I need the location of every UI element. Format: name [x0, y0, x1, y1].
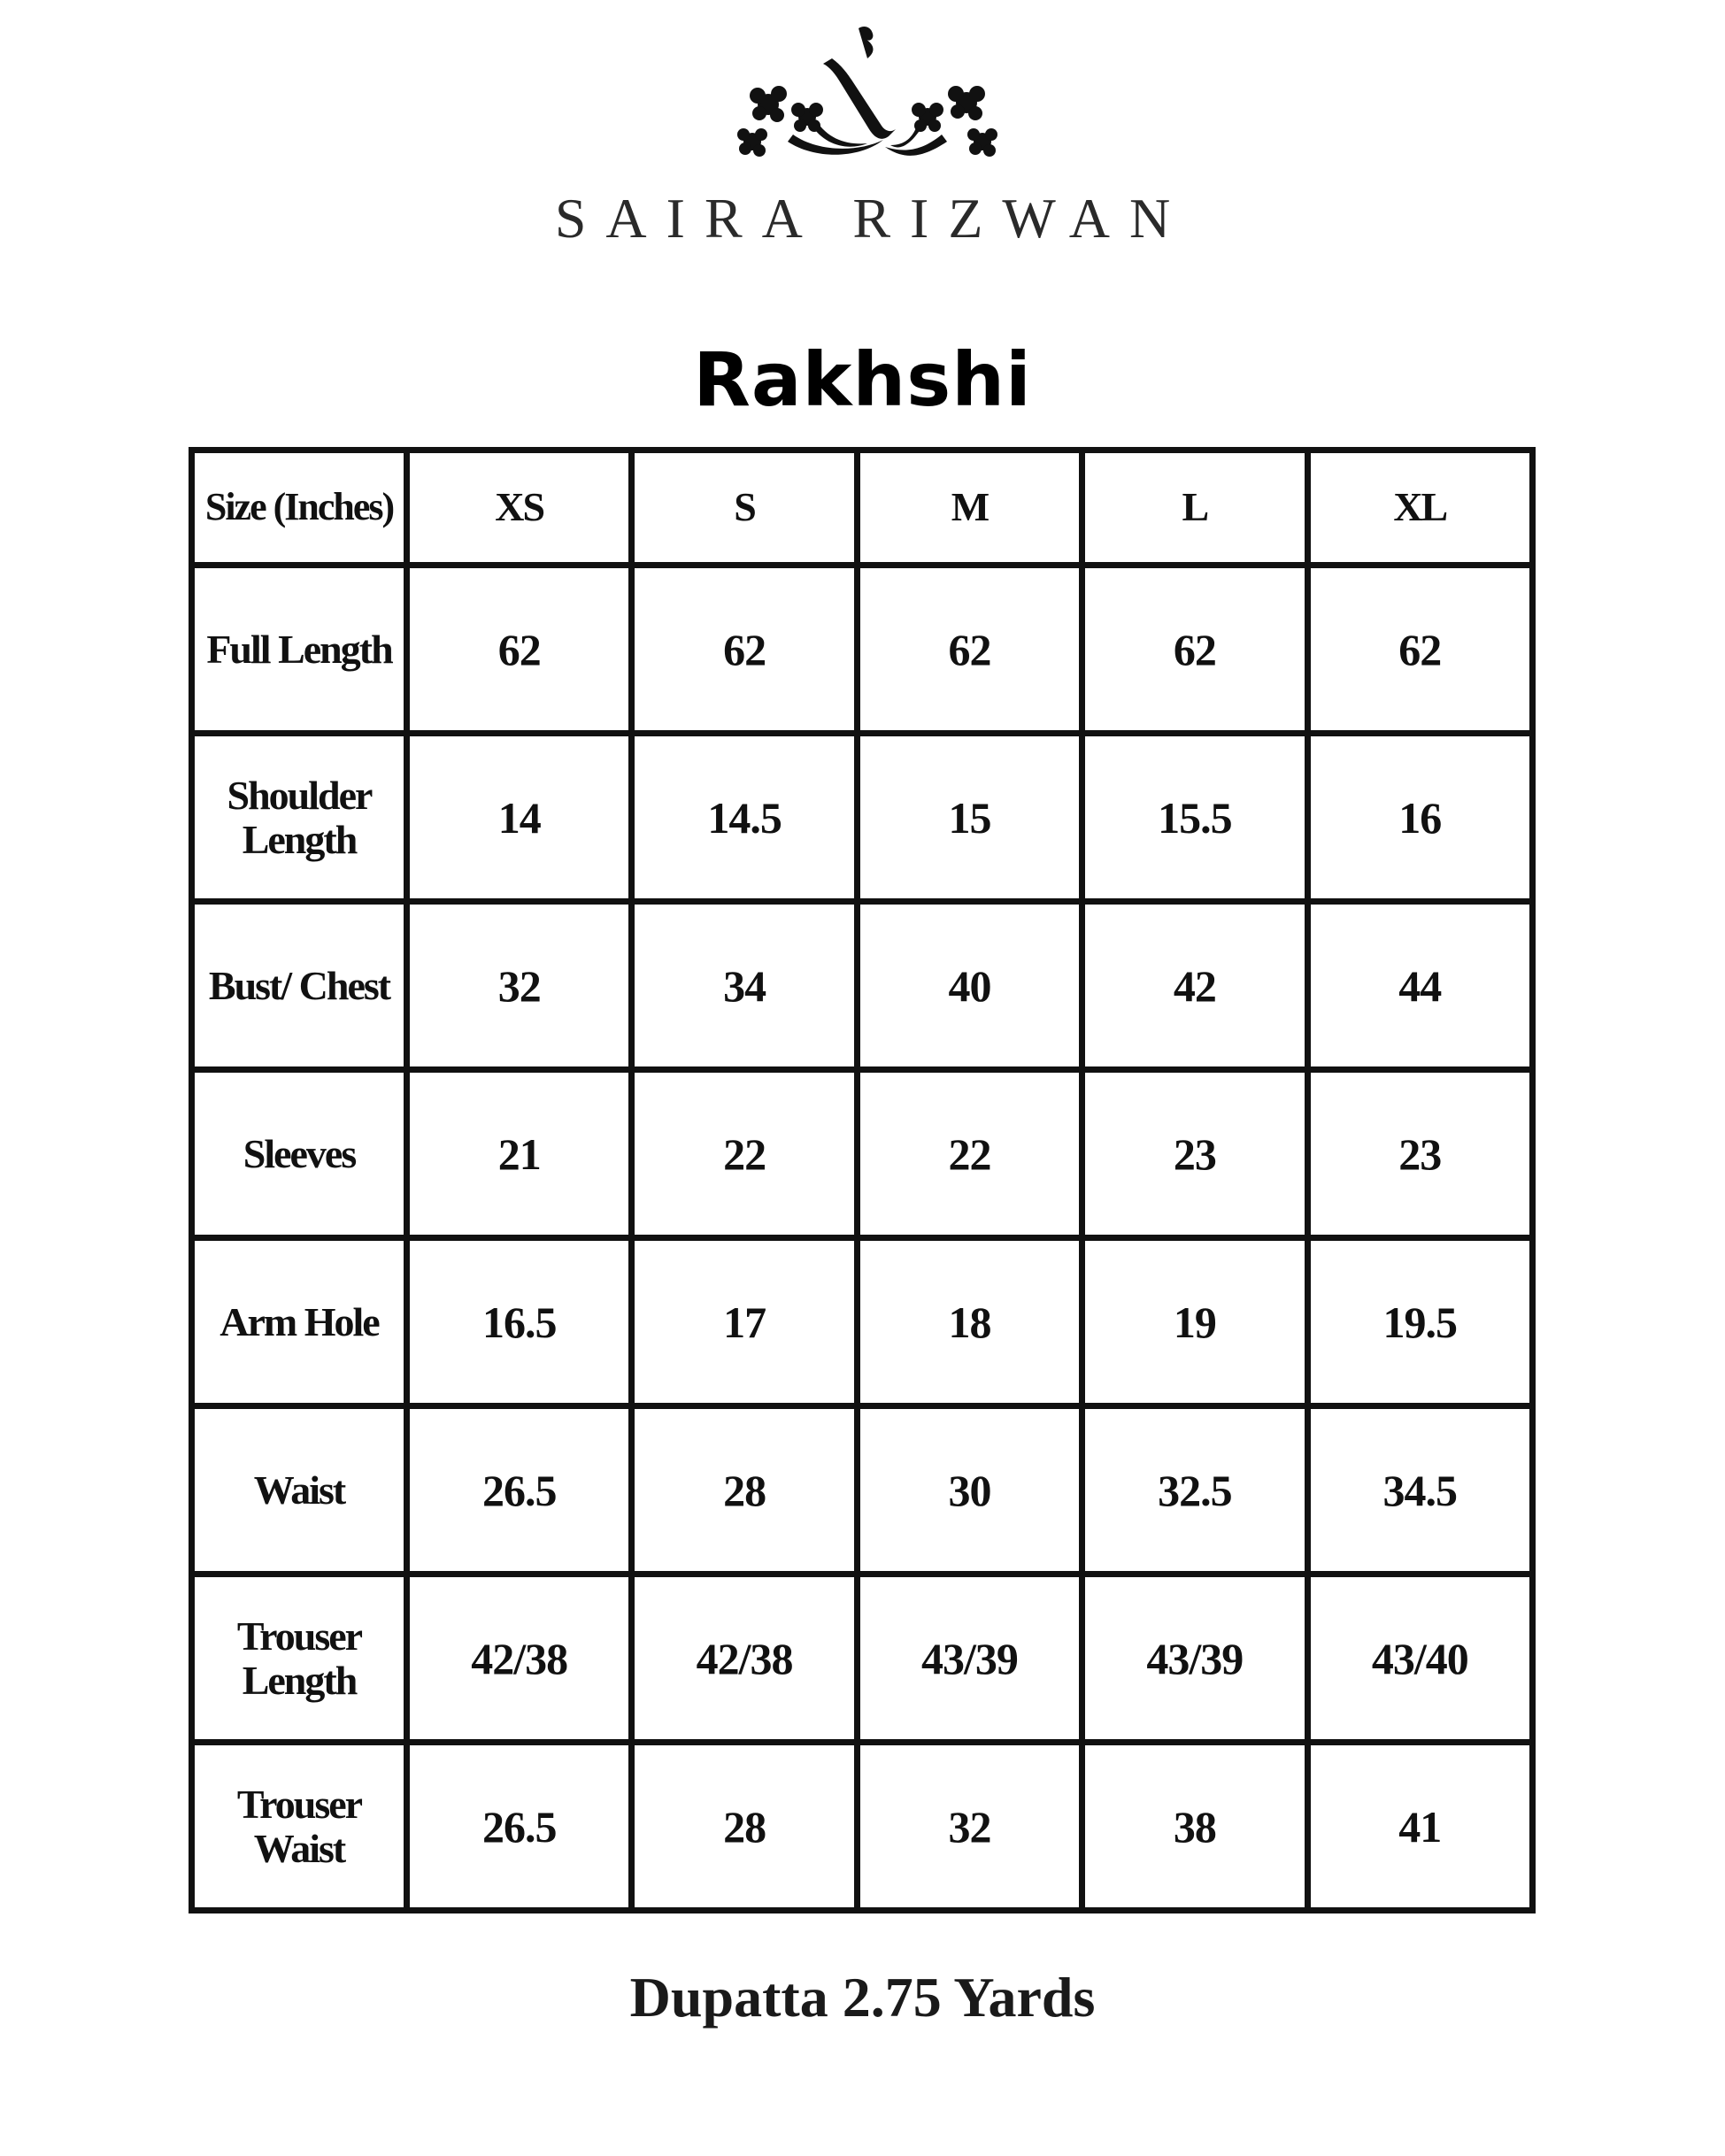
measurement-cell: 62	[1307, 566, 1532, 734]
measurement-cell: 18	[857, 1238, 1082, 1406]
size-header-row	[192, 450, 1533, 566]
measurement-cell: 23	[1307, 1070, 1532, 1238]
measurement-cell: 21	[407, 1070, 632, 1238]
product-title: Rakhshi	[693, 336, 1032, 423]
size-header-cell: XL	[1307, 450, 1532, 566]
row-label: Full Length	[192, 566, 407, 734]
measurement-cell: 26.5	[407, 1406, 632, 1575]
measurement-cell: 62	[407, 566, 632, 734]
measurement-cell: 17	[632, 1238, 857, 1406]
measurement-cell: 38	[1082, 1743, 1307, 1911]
measurement-cell: 42/38	[407, 1575, 632, 1743]
logo-calligraphy-stroke	[823, 58, 896, 139]
size-corner-label: Size (Inches)	[192, 450, 407, 566]
table-row	[192, 902, 1533, 1070]
measurement-cell: 43/40	[1307, 1575, 1532, 1743]
dupatta-note: Dupatta 2.75 Yards	[629, 1966, 1096, 2029]
measurement-cell: 44	[1307, 902, 1532, 1070]
table-row	[192, 1238, 1533, 1406]
table-row	[192, 734, 1533, 902]
row-label: Waist	[192, 1406, 407, 1575]
measurement-cell: 23	[1082, 1070, 1307, 1238]
measurement-cell: 42	[1082, 902, 1307, 1070]
row-label: Trouser Length	[192, 1575, 407, 1743]
measurement-cell: 34.5	[1307, 1406, 1532, 1575]
measurement-cell: 43/39	[1082, 1575, 1307, 1743]
row-label: Shoulder Length	[192, 734, 407, 902]
row-label: Trouser Waist	[192, 1743, 407, 1911]
measurement-cell: 62	[632, 566, 857, 734]
row-label: Sleeves	[192, 1070, 407, 1238]
brand-name: SAIRA RIZWAN	[554, 187, 1190, 250]
measurement-cell: 19.5	[1307, 1238, 1532, 1406]
measurement-cell: 15	[857, 734, 1082, 902]
measurement-cell: 42/38	[632, 1575, 857, 1743]
measurement-cell: 41	[1307, 1743, 1532, 1911]
measurement-cell: 32	[857, 1743, 1082, 1911]
measurement-cell: 28	[632, 1743, 857, 1911]
measurement-cell: 22	[632, 1070, 857, 1238]
table-row	[192, 566, 1533, 734]
measurement-cell: 40	[857, 902, 1082, 1070]
measurement-cell: 32.5	[1082, 1406, 1307, 1575]
measurement-cell: 22	[857, 1070, 1082, 1238]
brand-logo	[726, 18, 1009, 168]
size-chart-table	[189, 447, 1536, 1913]
table-row	[192, 1406, 1533, 1575]
measurement-cell: 28	[632, 1406, 857, 1575]
row-label: Bust/ Chest	[192, 902, 407, 1070]
logo-calligraphy-mark	[859, 27, 874, 58]
logo-left-vine	[788, 135, 883, 155]
size-header-cell: M	[857, 450, 1082, 566]
measurement-cell: 16	[1307, 734, 1532, 902]
size-header-cell: S	[632, 450, 857, 566]
measurement-cell: 14.5	[632, 734, 857, 902]
measurement-cell: 62	[857, 566, 1082, 734]
measurement-cell: 30	[857, 1406, 1082, 1575]
measurement-cell: 32	[407, 902, 632, 1070]
size-header-cell: XS	[407, 450, 632, 566]
measurement-cell: 14	[407, 734, 632, 902]
measurement-cell: 62	[1082, 566, 1307, 734]
size-header-cell: L	[1082, 450, 1307, 566]
measurement-cell: 26.5	[407, 1743, 632, 1911]
table-row	[192, 1743, 1533, 1911]
row-label: Arm Hole	[192, 1238, 407, 1406]
measurement-cell: 19	[1082, 1238, 1307, 1406]
measurement-cell: 16.5	[407, 1238, 632, 1406]
measurement-cell: 34	[632, 902, 857, 1070]
measurement-cell: 43/39	[857, 1575, 1082, 1743]
measurement-cell: 15.5	[1082, 734, 1307, 902]
table-row	[192, 1070, 1533, 1238]
table-row	[192, 1575, 1533, 1743]
